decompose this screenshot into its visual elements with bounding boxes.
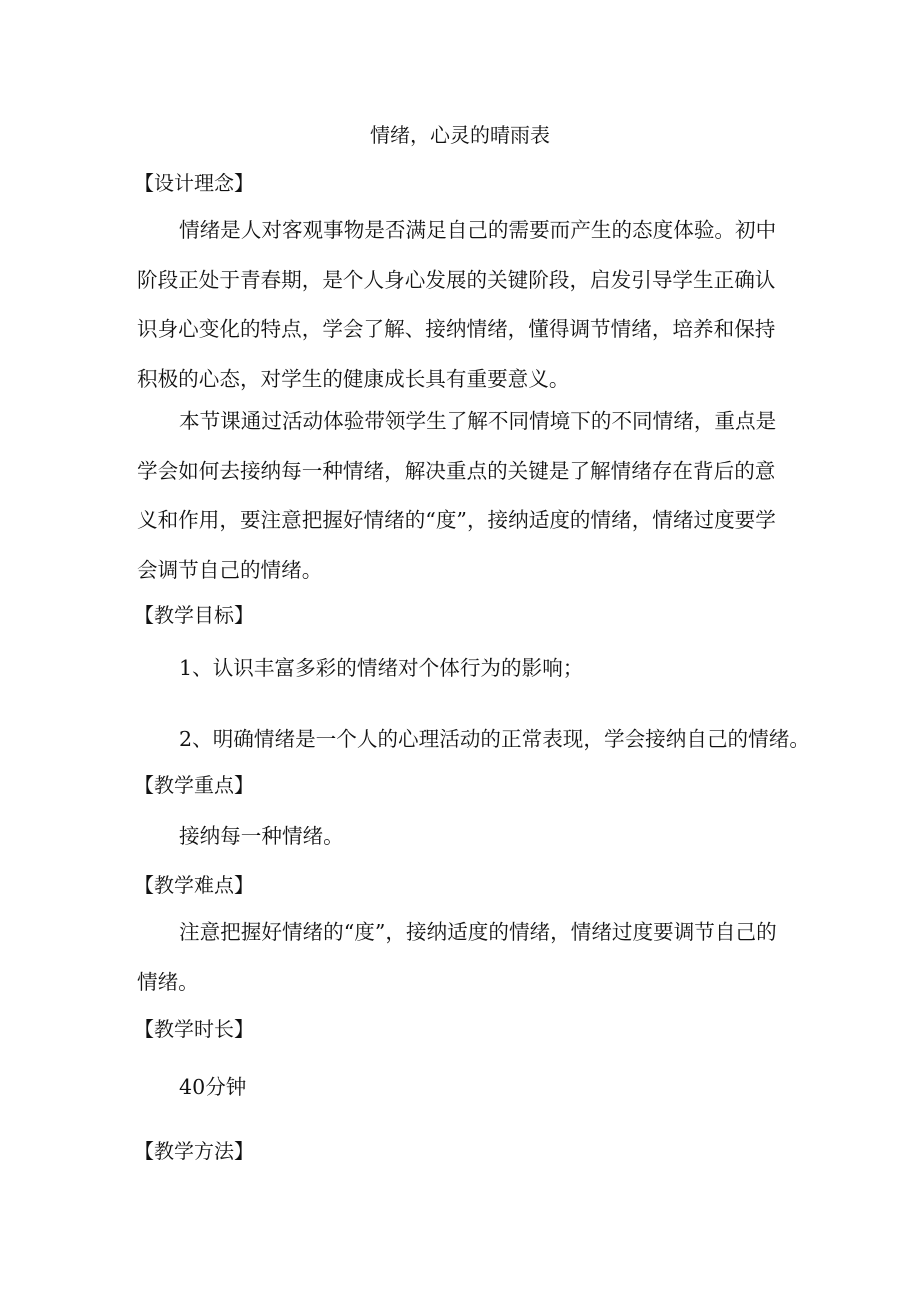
duration-text: 40分钟 — [179, 1075, 247, 1099]
goal-item-1: 1、认识丰富多彩的情绪对个体行为的影响； — [179, 656, 584, 680]
section-heading-method: 【教学方法】 — [134, 1139, 254, 1163]
section-heading-goals: 【教学目标】 — [134, 603, 254, 627]
document-title: 情绪，心灵的晴雨表 — [370, 123, 550, 147]
design-paragraph-2: 本节课通过活动体验带领学生了解不同情境下的不同情绪，重点是学会如何去接纳每一种情绪，解决重点的关键是了解情绪存在背后的意义和作用，要注意把握好情绪的“度”，接纳适度的情绪，情绪过度要学会调节自己的情绪。 — [137, 409, 777, 582]
section-heading-key-point: 【教学重点】 — [134, 773, 254, 797]
goal-item-2: 2、明确情绪是一个人的心理活动的正常表现，学会接纳自己的情绪。 — [179, 727, 810, 751]
section-heading-difficulty: 【教学难点】 — [134, 873, 254, 897]
design-paragraph-1: 情绪是人对客观事物是否满足自己的需要而产生的态度体验。初中阶段正处于青春期，是个人身心发展的关键阶段，启发引导学生正确认识身心变化的特点，学会了解、接纳情绪，懂得调节情绪，培养和保持积极的心态，对学生的健康成长具有重要意义。 — [137, 218, 777, 391]
section-heading-duration: 【教学时长】 — [134, 1017, 254, 1041]
section-heading-design: 【设计理念】 — [134, 171, 254, 195]
key-point-text: 接纳每一种情绪。 — [179, 824, 344, 848]
difficulty-text: 注意把握好情绪的“度”，接纳适度的情绪，情绪过度要调节自己的情绪。 — [137, 920, 777, 994]
